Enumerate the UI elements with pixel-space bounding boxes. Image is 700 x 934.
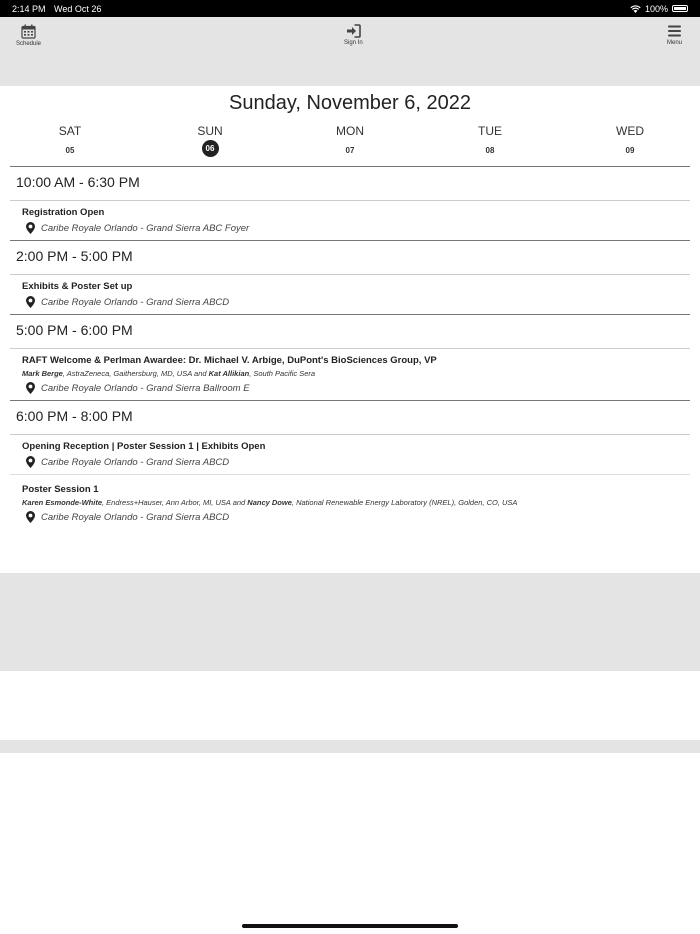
map-pin-icon (26, 382, 35, 394)
map-pin-icon (26, 456, 35, 468)
session-title: Opening Reception | Poster Session 1 | Exhibits Open (22, 441, 266, 452)
time-slot-header: 5:00 PM - 6:00 PM (10, 315, 690, 349)
session-title: RAFT Welcome & Perlman Awardee: Dr. Michael V. Arbige, DuPont's BioSciences Group, VP (22, 355, 437, 366)
time-slot-header: 10:00 AM - 6:30 PM (10, 167, 690, 201)
day-name: SUN (197, 124, 223, 138)
session-location (22, 296, 678, 308)
day-name: SAT (58, 124, 82, 138)
session-item[interactable] (10, 435, 690, 474)
day-name: WED (616, 124, 644, 138)
location-text: Caribe Royale Orlando - Grand Sierra ABC Foyer (41, 222, 250, 234)
day-number: 09 (625, 146, 635, 155)
location-text: Caribe Royale Orlando - Grand Sierra Ballroom E (41, 382, 250, 394)
speaker-name: Kat Allikian (208, 369, 250, 378)
session-item[interactable] (10, 474, 690, 529)
status-right (630, 4, 688, 14)
sign-in-button[interactable] (344, 24, 363, 46)
day-sat[interactable] (30, 124, 110, 159)
schedule-button[interactable] (16, 24, 41, 47)
session-title: Exhibits & Poster Set up (22, 281, 133, 292)
status-bar (0, 0, 700, 17)
session-item[interactable] (10, 201, 690, 240)
time-block (10, 241, 690, 315)
sign-in-label: Sign In (344, 40, 363, 46)
wifi-icon (630, 5, 641, 13)
speaker-name: Karen Esmonde-White (22, 498, 103, 507)
session-item[interactable] (10, 349, 690, 400)
top-toolbar (0, 17, 700, 86)
day-number: 08 (485, 146, 495, 155)
schedule-label: Schedule (16, 41, 42, 47)
menu-button[interactable] (667, 24, 682, 46)
footer-panel (0, 573, 700, 671)
location-text: Caribe Royale Orlando - Grand Sierra ABCD (41, 456, 230, 468)
session-location (22, 222, 678, 234)
session-title: Registration Open (22, 207, 105, 218)
status-time: 2:14 PM (12, 3, 46, 14)
speaker-affiliation: , South Pacific Sera (249, 369, 316, 378)
session-item[interactable] (10, 275, 690, 314)
menu-label: Menu (667, 40, 683, 46)
speaker-name: Nancy Dowe (247, 498, 292, 507)
day-tue[interactable] (450, 124, 530, 159)
day-number: 07 (345, 146, 355, 155)
session-speakers (22, 369, 678, 378)
day-number: 05 (65, 146, 75, 155)
footer-divider (0, 740, 700, 753)
session-location (22, 456, 678, 468)
day-number-selected: 06 (202, 140, 219, 157)
day-mon[interactable] (310, 124, 390, 159)
time-block (10, 401, 690, 529)
speaker-affiliation: , AstraZeneca, Gaithersburg, MD, USA and (62, 369, 209, 378)
speaker-affiliation: , Endress+Hauser, Ann Arbor, MI, USA and (102, 498, 248, 507)
day-wed[interactable] (590, 124, 670, 159)
location-text: Caribe Royale Orlando - Grand Sierra ABCD (41, 296, 230, 308)
day-selector (0, 124, 700, 158)
map-pin-icon (26, 222, 35, 234)
speaker-name: Mark Berge (22, 369, 63, 378)
status-left (12, 4, 107, 14)
speaker-affiliation: , National Renewable Energy Laboratory (NREL), Golden, CO, USA (291, 498, 518, 507)
map-pin-icon (26, 296, 35, 308)
hamburger-menu-icon (667, 24, 682, 38)
session-title: Poster Session 1 (22, 484, 99, 495)
day-name: MON (336, 124, 364, 138)
session-location (22, 511, 678, 523)
home-indicator[interactable] (242, 924, 458, 928)
battery-icon (672, 5, 688, 12)
location-text: Caribe Royale Orlando - Grand Sierra ABCD (41, 511, 230, 523)
time-slot-header: 2:00 PM - 5:00 PM (10, 241, 690, 275)
day-name: TUE (478, 124, 502, 138)
map-pin-icon (26, 511, 35, 523)
sign-in-icon (346, 24, 361, 38)
day-sun[interactable] (170, 124, 250, 157)
selected-date-title: Sunday, November 6, 2022 (228, 92, 471, 114)
time-slot-header: 6:00 PM - 8:00 PM (10, 401, 690, 435)
session-location (22, 382, 678, 394)
schedule-list (10, 166, 690, 529)
time-block (10, 167, 690, 241)
time-block (10, 315, 690, 401)
battery-percent: 100% (644, 3, 668, 14)
calendar-icon (21, 24, 36, 39)
status-date: Wed Oct 26 (54, 3, 102, 14)
session-speakers (22, 498, 678, 507)
